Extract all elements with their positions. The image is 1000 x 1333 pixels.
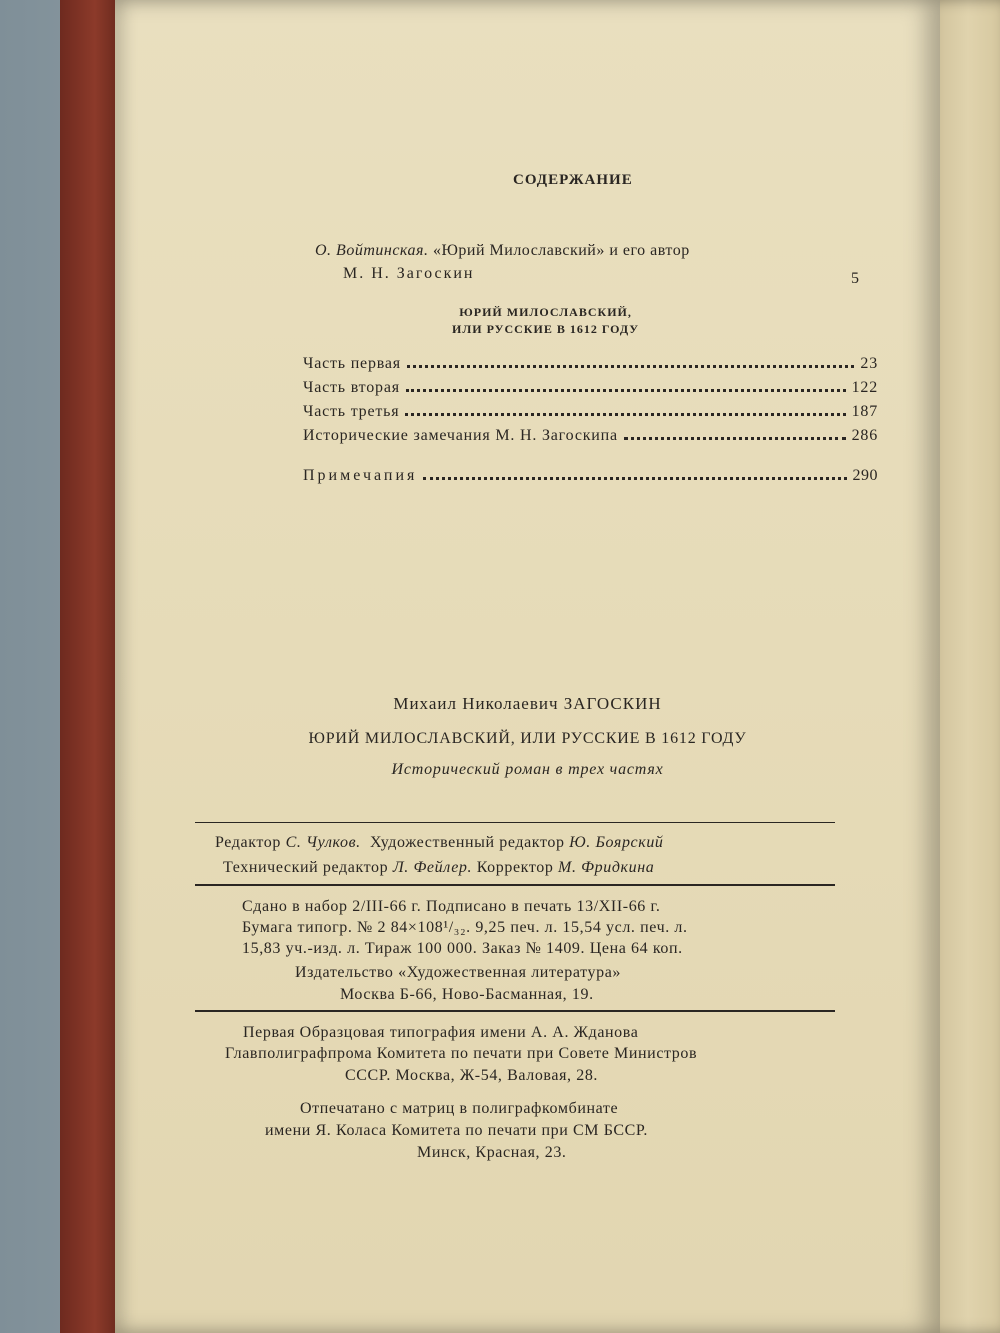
contents-heading: СОДЕРЖАНИЕ bbox=[513, 172, 633, 188]
toc-entry-page: 286 bbox=[851, 427, 878, 444]
imprint-author: Михаил Николаевич ЗАГОСКИН bbox=[393, 694, 662, 713]
printer-line3: СССР. Москва, Ж-54, Валовая, 28. bbox=[345, 1067, 599, 1084]
dot-leader bbox=[407, 365, 854, 368]
printer-line2: Главполиграфпрома Комитета по печати при Совете Министров bbox=[225, 1045, 698, 1062]
publisher-line2: Москва Б-66, Ново-Басманная, 19. bbox=[340, 986, 594, 1003]
toc-entry bbox=[303, 379, 878, 397]
novel-title bbox=[452, 304, 639, 338]
divider bbox=[195, 1010, 835, 1012]
toc-entry bbox=[303, 427, 878, 445]
matrix-line2: имени Я. Коласа Комитета по печати при СМ БССР. bbox=[265, 1122, 649, 1139]
divider bbox=[195, 884, 835, 886]
editors-line1 bbox=[215, 832, 664, 853]
intro-entry bbox=[315, 242, 690, 260]
toc-entry-page: 23 bbox=[860, 355, 878, 372]
tech-editor-name: Л. Фейлер. bbox=[392, 859, 473, 876]
imprint-title: ЮРИЙ МИЛОСЛАВСКИЙ, ИЛИ РУССКИЕ В 1612 ГОДУ bbox=[308, 730, 747, 747]
editor-label: Редактор bbox=[215, 834, 281, 851]
book-page bbox=[115, 0, 940, 1333]
divider bbox=[195, 822, 835, 823]
editor-name: С. Чулков. bbox=[285, 834, 361, 851]
toc-entry-label: Примечапия bbox=[303, 467, 418, 484]
editors-line2 bbox=[223, 857, 654, 878]
toc-entry bbox=[303, 355, 878, 373]
toc-entry-page: 290 bbox=[852, 467, 878, 484]
proofreader-label: Корректор bbox=[476, 859, 554, 876]
publisher-line1: Издательство «Художественная литература» bbox=[295, 964, 622, 981]
printer-line1: Первая Образцовая типография имени А. А. Жданова bbox=[243, 1024, 639, 1041]
toc-entry bbox=[303, 467, 878, 485]
print-info-line1: Сдано в набор 2/III-66 г. Подписано в печать 13/XII-66 г. bbox=[242, 898, 661, 915]
toc-entry-label: Исторические замечания М. Н. Загоскипа bbox=[303, 427, 618, 444]
intro-entry-line2: М. Н. Загоскин bbox=[343, 265, 475, 282]
imprint-subtitle: Исторический роман в трех частях bbox=[391, 761, 664, 778]
matrix-line1: Отпечатано с матриц в полиграфкомбинате bbox=[300, 1100, 619, 1117]
art-editor-name: Ю. Боярский bbox=[569, 834, 664, 851]
toc-entry-page: 122 bbox=[851, 379, 878, 396]
intro-page: 5 bbox=[851, 270, 859, 287]
dot-leader bbox=[405, 413, 845, 416]
tech-editor-label: Технический редактор bbox=[223, 859, 389, 876]
dot-leader bbox=[423, 477, 846, 480]
novel-title-line1: ЮРИЙ МИЛОСЛАВСКИЙ, bbox=[459, 305, 632, 319]
matrix-line3: Минск, Красная, 23. bbox=[417, 1144, 567, 1161]
toc-entry-page: 187 bbox=[851, 403, 878, 420]
toc-entry-label: Часть вторая bbox=[303, 379, 400, 396]
toc-entry-label: Часть третья bbox=[303, 403, 400, 420]
dot-leader bbox=[624, 437, 846, 440]
print-info-line3: 15,83 уч.-изд. л. Тираж 100 000. Заказ № 1409. Цена 64 коп. bbox=[242, 940, 683, 957]
novel-title-line2: ИЛИ РУССКИЕ В 1612 ГОДУ bbox=[452, 322, 640, 336]
intro-text: «Юрий Милославский» и его автор bbox=[432, 242, 690, 259]
toc-entry-label: Часть первая bbox=[303, 355, 401, 372]
print-info-line2: Бумага типогр. № 2 84×108¹/₃₂. 9,25 печ. л. 15,54 усл. печ. л. bbox=[242, 919, 688, 936]
proofreader-name: М. Фридкина bbox=[558, 859, 655, 876]
dot-leader bbox=[406, 389, 846, 392]
art-editor-label: Художественный редактор bbox=[369, 834, 565, 851]
toc-entry bbox=[303, 403, 878, 421]
intro-author: О. Войтинская. bbox=[315, 242, 429, 259]
